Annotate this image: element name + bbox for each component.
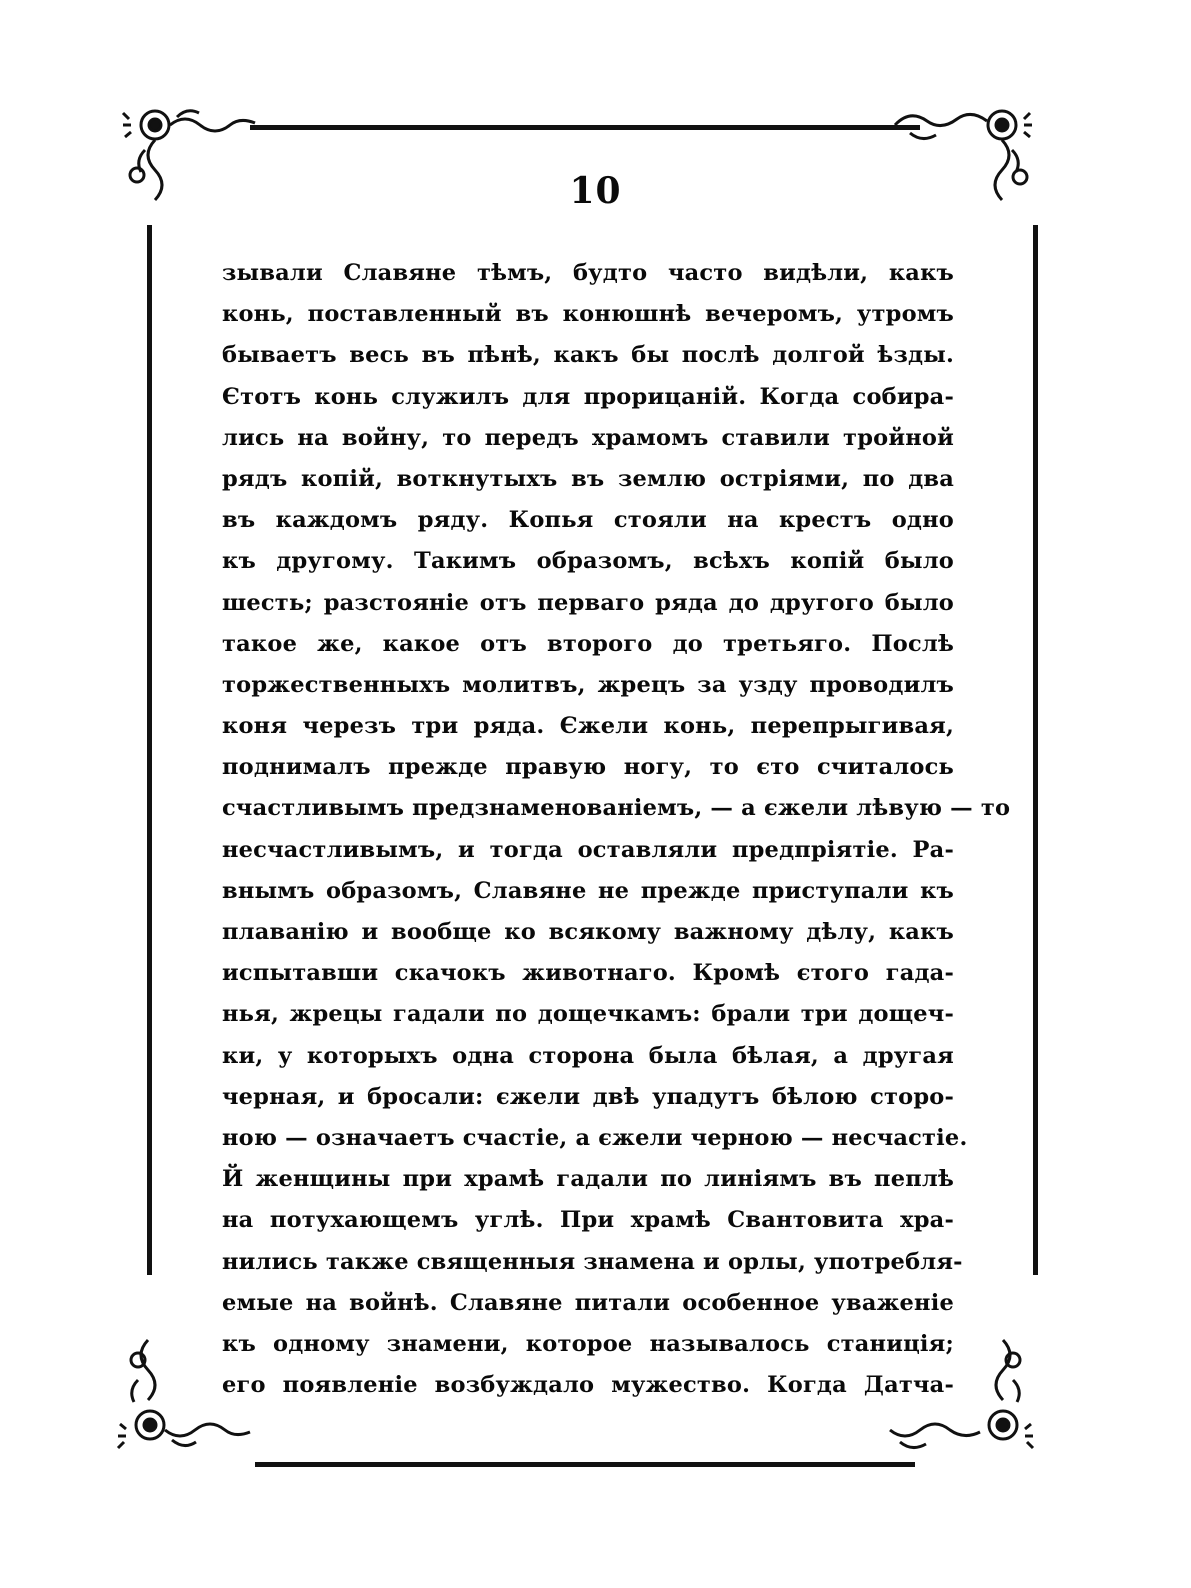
text-line: несчастливымъ, и тогда оставляли предпріятіе. Ра- bbox=[222, 836, 954, 863]
text-line: къ одному знамени, которое называлось станиція; bbox=[222, 1330, 954, 1357]
frame-top-rule bbox=[250, 125, 920, 130]
text-line: нья, жрецы гадали по дощечкамъ: брали три дощеч- bbox=[222, 1001, 954, 1028]
text-line: Й женщины при храмѣ гадали по линіямъ въ пеплѣ bbox=[222, 1166, 954, 1193]
text-line: черная, и бросали: єжели двѣ упадутъ бѣлою сторо- bbox=[222, 1083, 954, 1110]
text-line: такое же, какое отъ второго до третьяго. Послѣ bbox=[222, 630, 954, 657]
body-text bbox=[222, 253, 1011, 1406]
text-line: внымъ образомъ, Славяне не прежде приступали къ bbox=[222, 877, 954, 904]
text-line: коня черезъ три ряда. Єжели конь, перепрыгивая, bbox=[222, 713, 954, 740]
text-line: шесть; разстояніе отъ перваго ряда до другого было bbox=[222, 589, 954, 616]
frame-right-rule bbox=[1033, 225, 1038, 1275]
text-line: лись на войну, то передъ храмомъ ставили тройной bbox=[222, 424, 954, 451]
text-line: Єтотъ конь служилъ для прорицаній. Когда собира- bbox=[222, 383, 954, 410]
text-line: ки, у которыхъ одна сторона была бѣлая, а другая bbox=[222, 1042, 954, 1069]
text-line: его появленіе возбуждало мужество. Когда Датча- bbox=[222, 1372, 954, 1399]
text-line: ною — означаетъ счастіе, а єжели черною — несчастіе. bbox=[222, 1124, 968, 1151]
text-line: зывали Славяне тѣмъ, будто часто видѣли, какъ bbox=[222, 260, 954, 286]
text-line: къ другому. Такимъ образомъ, всѣхъ копій было bbox=[222, 548, 954, 575]
text-line: въ каждомъ ряду. Копья стояли на крестъ одно bbox=[222, 507, 954, 534]
text-line: емые на войнѣ. Славяне питали особенное уваженіе bbox=[222, 1289, 954, 1316]
text-line: конь, поставленный въ конюшнѣ вечеромъ, утромъ bbox=[222, 301, 954, 328]
frame-bottom-rule bbox=[255, 1462, 915, 1467]
text-line: бываетъ весь въ пѣнѣ, какъ бы послѣ долгой ѣзды. bbox=[222, 342, 954, 369]
page-number: 10 bbox=[569, 170, 622, 212]
text-line: нились также священныя знамена и орлы, употребля- bbox=[222, 1248, 963, 1275]
text-line: поднималъ прежде правую ногу, то єто считалось bbox=[222, 754, 954, 781]
text-line: испытавши скачокъ животнаго. Кромѣ єтого гада- bbox=[222, 960, 954, 987]
text-line: на потухающемъ углѣ. При храмѣ Свантовита хра- bbox=[222, 1207, 954, 1234]
frame-left-rule bbox=[147, 225, 152, 1275]
top-right-ornament-icon bbox=[890, 95, 1040, 235]
text-line: торжественныхъ молитвъ, жрецъ за узду проводилъ bbox=[222, 671, 954, 698]
text-line: плаванію и вообще ко всякому важному дѣлу, какъ bbox=[222, 919, 954, 945]
text-line: счастливымъ предзнаменованіемъ, — а єжели лѣвую — то bbox=[222, 795, 1011, 822]
text-line: рядъ копій, воткнутыхъ въ землю остріями, по два bbox=[222, 465, 954, 492]
